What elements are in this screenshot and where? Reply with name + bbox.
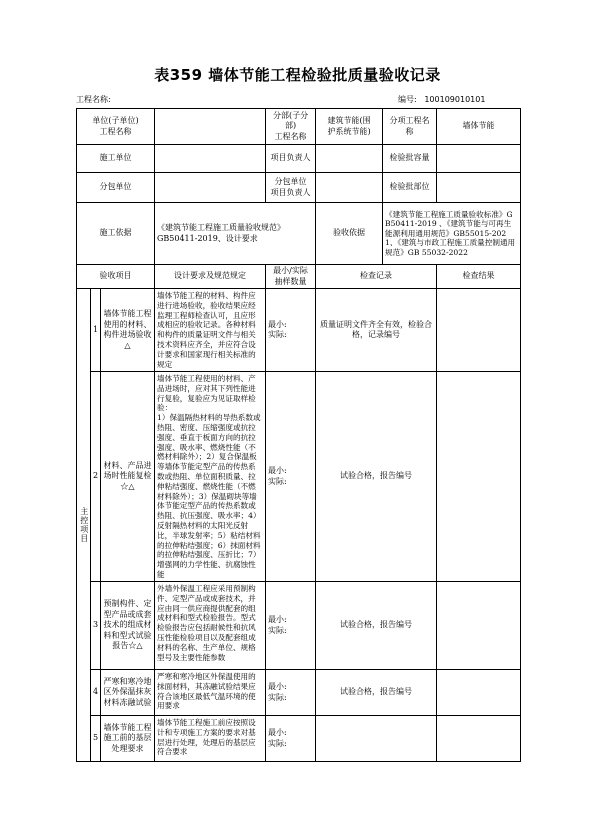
actual-label: 实际: [268,692,287,702]
unit-project-label: 单位(子单位) 工程名称 [77,109,155,145]
construction-basis-label: 施工依据 [77,203,155,265]
subcontract-unit-label: 分包单位 [77,173,155,203]
item-name: 材料、产品进场时性能复检☆△ [101,372,155,582]
col-header-record: 检查记录 [316,265,437,289]
inspection-result[interactable] [437,670,521,716]
row-number: 1 [91,289,101,372]
inspection-record[interactable]: 试验合格，报告编号 [316,582,437,670]
table-row [77,582,521,670]
sample-quantity[interactable] [266,670,316,716]
item-project-label: 分项工程名 称 [383,109,437,145]
inspection-record[interactable] [316,716,437,762]
min-label: 最小: [268,682,287,691]
sample-quantity[interactable] [266,289,316,372]
sample-quantity[interactable] [266,716,316,762]
unit-project-value[interactable] [155,109,266,145]
design-requirement: 外墙外保温工程应采用预制构件、定型产品或成套技术，并应由同一供应商提供配套的组成材料和型式检验报告。型式检验报告应包括耐候性和抗风压性能检验项目以及配套组成材料的名称、生产单位、规格型号及主要性能参数 [155,582,266,670]
actual-label: 实际: [268,476,287,486]
batch-capacity-label: 检验批容量 [383,145,437,173]
item-name: 预制构件、定型产品或成套技术的组成材料和型式试验报告☆△ [101,582,155,670]
construction-basis-value: 《建筑节能工程施工质量验收规范》 GB50411-2019、设计要求 [155,203,316,265]
col-header-result: 检查结果 [437,265,521,289]
acceptance-basis-value: 《建筑节能工程施工质量验收标准》GB50411-2019 、《建筑节能与可再生能源利用通用规范》GB55015-2021、《建筑与市政工程施工质量控制通用规范》GB 55032-2022 [383,203,521,265]
inspection-record[interactable]: 试验合格，报告编号 [316,372,437,582]
batch-capacity-value[interactable] [437,145,521,173]
number-label: 编号: [398,95,417,104]
design-requirement: 墙体节能工程的材料、构件应进行进场验收，验收结果应经监理工程师检查认可，且应形成相应的验收记录。各种材料和构件的质量证明文件与相关技术资料应齐全，并应符合设计要求和国家现行相关标准的规定 [155,289,266,372]
subcontract-unit-value[interactable] [155,173,266,203]
construction-unit-value[interactable] [155,145,266,173]
acceptance-basis-label: 验收依据 [316,203,383,265]
min-label: 最小: [268,728,287,737]
row-number: 3 [91,582,101,670]
record-number [398,94,485,105]
sub-project-value: 建筑节能(围 护系统节能) [316,109,383,145]
number-value: 100109010101 [424,95,486,104]
batch-location-value[interactable] [437,173,521,203]
inspection-result[interactable] [437,372,521,582]
row-number: 5 [91,716,101,762]
sub-project-label: 分部(子分部) 工程名称 [266,109,316,145]
sample-quantity[interactable] [266,582,316,670]
item-project-value: 墙体节能 [437,109,521,145]
item-name: 严寒和寒冷地区外保温抹灰材料冻融试验 [101,670,155,716]
col-header-qty: 最小/实际 抽样数量 [266,265,316,289]
item-name: 墙体节能工程使用的材料、构件进场验收△ [101,289,155,372]
inspection-record[interactable]: 质量证明文件齐全有效，检验合格，记录编号 [316,289,437,372]
project-name-label: 工程名称: [76,95,111,104]
construction-unit-label: 施工单位 [77,145,155,173]
item-name: 墙体节能工程施工前的基层处理要求 [101,716,155,762]
sample-quantity[interactable] [266,372,316,582]
inspection-result[interactable] [437,582,521,670]
page-title: 表359 墙体节能工程检验批质量验收记录 [154,66,441,84]
table-row [77,372,521,582]
row-number: 4 [91,670,101,716]
project-manager-value[interactable] [316,145,383,173]
table-row [77,670,521,716]
design-requirement: 严寒和寒冷地区外保温使用的抹面材料，其冻融试验结果应符合该地区最低气温环境的使用要求 [155,670,266,716]
inspection-result[interactable] [437,716,521,762]
actual-label: 实际: [268,738,287,748]
min-label: 最小: [268,319,287,329]
main-control-label: 主控项目 [77,289,91,762]
subcontract-manager-label: 分包单位 项目负责人 [266,173,316,203]
actual-label: 实际: [268,330,287,339]
col-header-item: 验收项目 [77,265,155,289]
design-requirement: 墙体节能工程使用的材料、产品进场时，应对其下列性能进行复验，复验应为见证取样检验： 1）保温隔热材料的导热系数或热阻、密度、压缩强度或抗拉强度、垂直于板面方向的抗拉强度、吸水率、燃烧性能（不燃材料除外）；2）复合保温板等墙体节能定型产品的传热系数或热阻、单位面积质量、拉伸粘结强度、燃烧性能（不燃材料除外）；3）保温砌块等墙体节能定型产品的传热系数或热阻、抗压强度、吸水率；4）反射隔热材料的太阳光反射比，半球发射率；5）粘结材料的拉伸粘结强度；6）抹面材料的拉伸粘结强度、压折比；7）增强网的力学性能、抗腐蚀性能 [155,372,266,582]
subcontract-manager-value[interactable] [316,173,383,203]
inspection-result[interactable] [437,289,521,372]
project-manager-label: 项目负责人 [266,145,316,173]
acceptance-table [76,108,521,762]
min-label: 最小: [268,615,287,624]
col-header-design: 设计要求及规范规定 [155,265,266,289]
actual-label: 实际: [268,625,287,635]
design-requirement: 墙体节能工程施工前应按照设计和专项施工方案的要求对基层进行处理，处理后的基层应符合要求 [155,716,266,762]
table-row [77,716,521,762]
row-number: 2 [91,372,101,582]
batch-location-label: 检验批部位 [383,173,437,203]
inspection-record[interactable]: 试验合格，报告编号 [316,670,437,716]
table-row [77,289,521,372]
min-label: 最小: [268,466,287,475]
